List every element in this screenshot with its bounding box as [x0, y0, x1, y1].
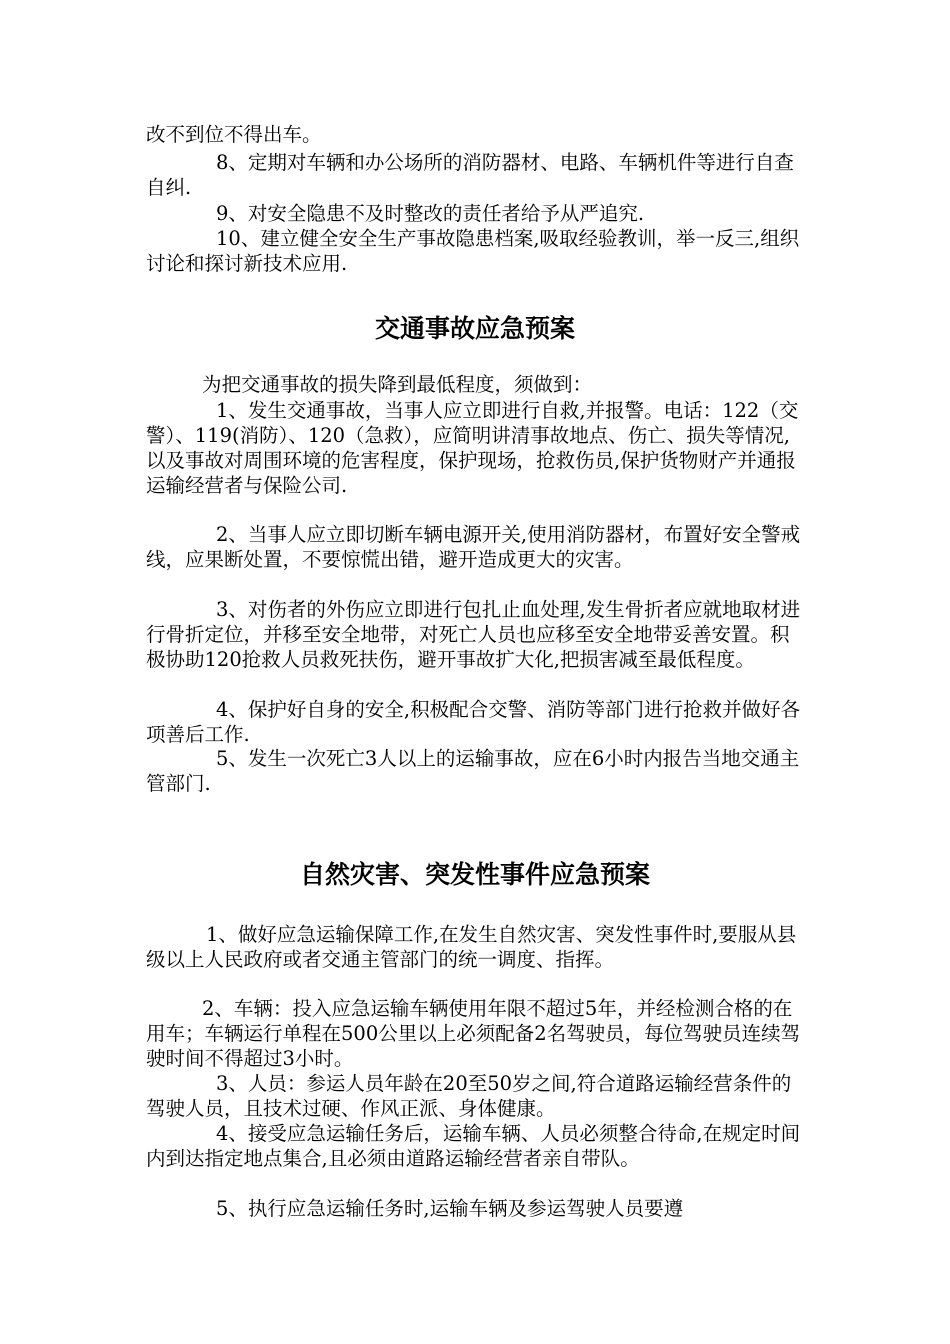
paragraph-traffic-item-3: 3、对伤者的外伤应立即进行包扎止血处理,发生骨折者应就地取材进行骨折定位，并移至安全地带，对死亡人员也应移至安全地带妥善安置。积极协助120抢救人员救死扶伤，避开事故扩大化,把损害减至最低程度。	[146, 598, 801, 671]
paragraph-intro: 为把交通事故的损失降到最低程度，须做到：	[202, 373, 593, 396]
paragraph-disaster-item-5: 5、执行应急运输任务时,运输车辆及参运驾驶人员要遵	[216, 1197, 684, 1220]
paragraph-disaster-item-1: 1、做好应急运输保障工作,在发生自然灾害、突发性事件时,要服从县级以上人民政府或者交通主管部门的统一调度、指挥。	[146, 923, 797, 971]
paragraph-disaster-item-3: 3、人员：参运人员年龄在20至50岁之间,符合道路运输经营条件的驾驶人员，且技术过硬、作风正派、身体健康。	[146, 1072, 792, 1120]
paragraph-traffic-item-5: 5、发生一次死亡3人以上的运输事故，应在6小时内报告当地交通主管部门.	[146, 747, 800, 795]
paragraph-traffic-item-2: 2、当事人应立即切断车辆电源开关,使用消防器材，布置好安全警戒线，应果断处置，不要惊慌出错，避开造成更大的灾害。	[146, 523, 801, 571]
paragraph-traffic-item-1: 1、发生交通事故，当事人应立即进行自救,并报警。电话：122（交警）、119(消防）、120（急救），应简明讲清事故地点、伤亡、损失等情况,以及事故对周围环境的危害程度，保护现场，抢救伤员,保护货物财产并通报运输经营者与保险公司.	[146, 399, 799, 497]
paragraph-item-8: 8、定期对车辆和办公场所的消防器材、电路、车辆机件等进行自查自纠.	[146, 151, 794, 199]
paragraph-continuation: 改不到位不得出车。	[146, 123, 322, 146]
heading-disaster-emergency-plan: 自然灾害、突发性事件应急预案	[299, 860, 650, 889]
paragraph-traffic-item-4: 4、保护好自身的安全,积极配合交警、消防等部门进行抢救并做好各项善后工作.	[146, 698, 801, 746]
paragraph-disaster-item-2: 2、车辆：投入应急运输车辆使用年限不超过5年，并经检测合格的在用车；车辆运行单程在500公里以上必须配备2名驾驶员，每位驾驶员连续驾驶时间不得超过3小时。	[146, 997, 801, 1070]
heading-traffic-accident-plan: 交通事故应急预案	[374, 314, 575, 343]
paragraph-item-10: 10、建立健全安全生产事故隐患档案,吸取经验教训，举一反三,组织讨论和探讨新技术应用.	[146, 227, 800, 275]
paragraph-disaster-item-4: 4、接受应急运输任务后，运输车辆、人员必须整合待命,在规定时间内到达指定地点集合,且必须由道路运输经营者亲自带队。	[146, 1122, 801, 1170]
paragraph-item-9: 9、对安全隐患不及时整改的责任者给予从严追究.	[216, 202, 645, 225]
